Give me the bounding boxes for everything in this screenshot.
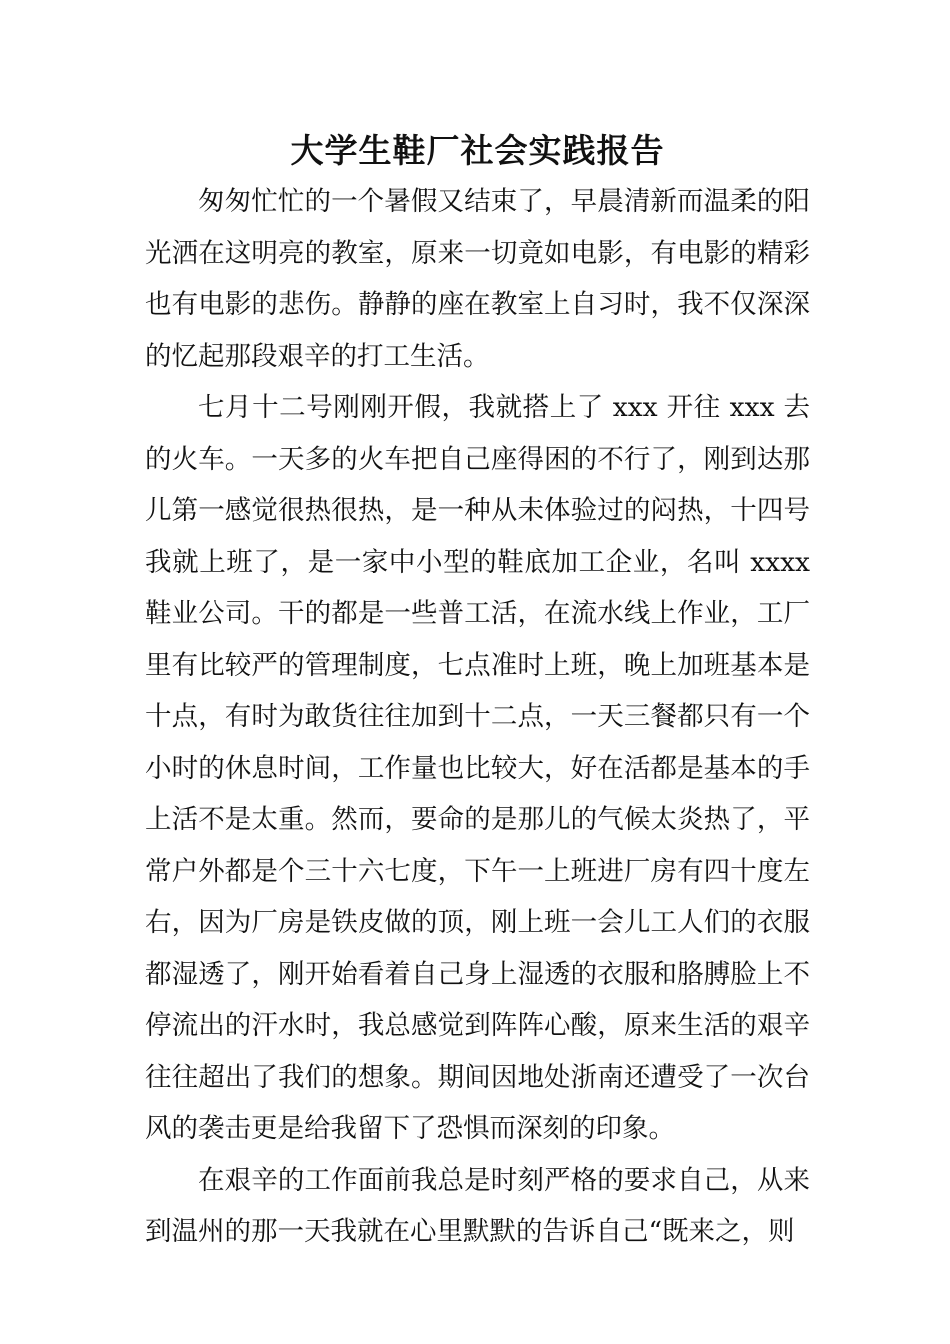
paragraph-3: 在艰辛的工作面前我总是时刻严格的要求自己，从来到温州的那一天我就在心里默默的告诉自己“既来之，则	[145, 1164, 810, 1247]
paragraph-1: 匆匆忙忙的一个暑假又结束了，早晨清新而温柔的阳光洒在这明亮的教室，原来一切竟如电影，有电影的精彩也有电影的悲伤。静静的座在教室上自习时，我不仅深深的忆起那段艰辛的打工生活。	[145, 186, 810, 372]
document-title: 大学生鞋厂社会实践报告	[290, 131, 665, 170]
paragraph-2: 七月十二号刚刚开假，我就搭上了 xxx 开往 xxx 去的火车。一天多的火车把自己座得困的不行了，刚到达那儿第一感觉很热很热，是一种从未体验过的闷热，十四号我就上班了，是一家中小型的鞋底加工企业，名叫 xxxx 鞋业公司。干的都是一些普工活，在流水线上作业，工厂里有比较严的管理制度，七点准时上班，晚上加班基本是十点，有时为敢货往往加到十二点，一天三餐都只有一个小时的休息时间，工作量也比较大，好在活都是基本的手上活不是太重。然而，要命的是那儿的气候太炎热了，平常户外都是个三十六七度，下午一上班进厂房有四十度左右，因为厂房是铁皮做的顶，刚上班一会儿工人们的衣服都湿透了，刚开始看着自己身上湿透的衣服和胳膊脸上不停流出的汗水时，我总感觉到阵阵心酸，原来生活的艰辛往往超出了我们的想象。期间因地处浙南还遭受了一次台风的袭击更是给我留下了恐惧而深刻的印象。	[145, 392, 810, 1144]
